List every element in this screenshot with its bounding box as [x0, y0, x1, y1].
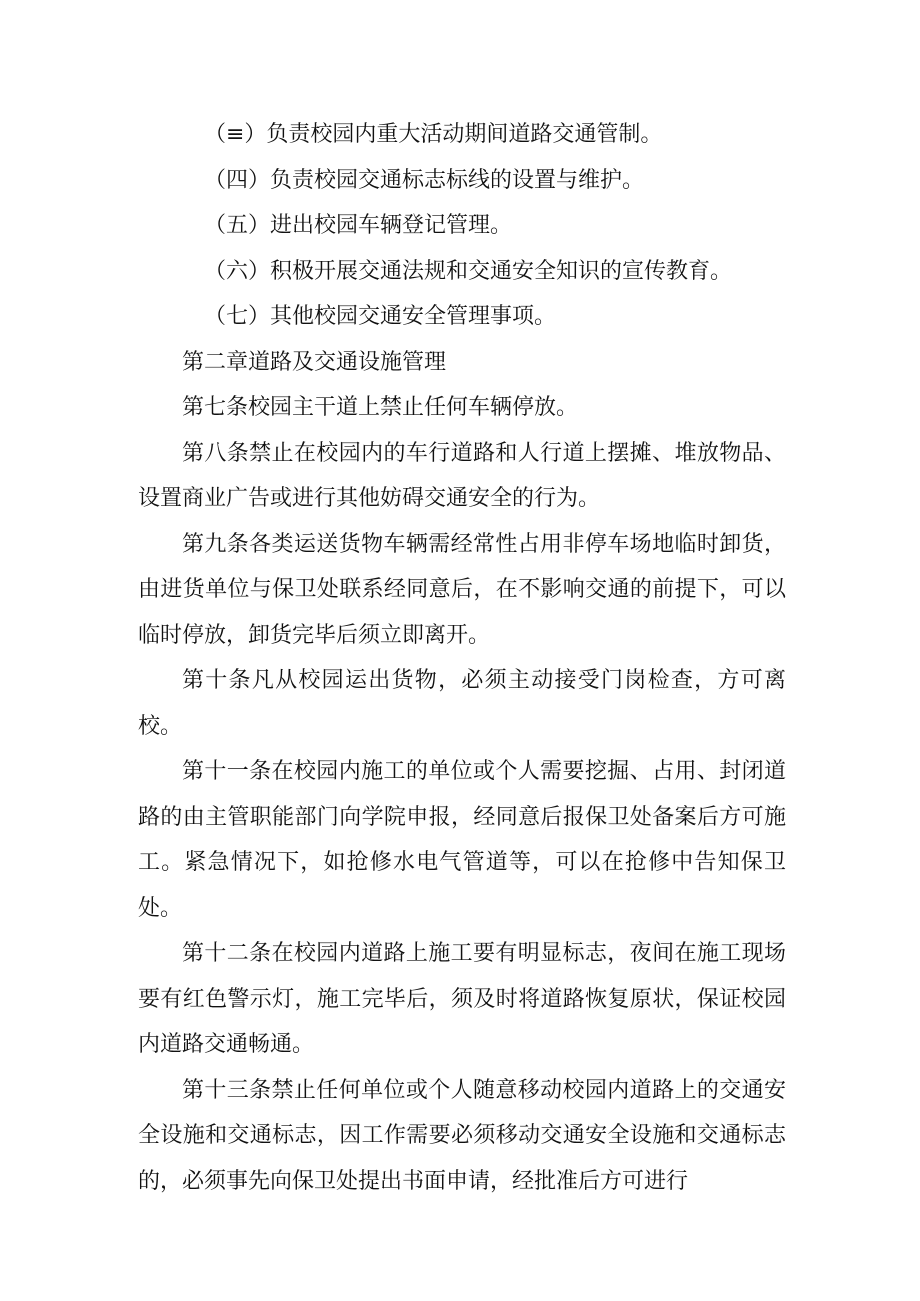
article-8: 第八条禁止在校园内的车行道路和人行道上摆摊、堆放物品、设置商业广告或进行其他妨碍交通安全的行为。	[138, 440, 786, 511]
clause-item-3: （≡）负责校园内重大活动期间道路交通管制。	[204, 122, 663, 147]
article-7: 第七条校园主干道上禁止任何车辆停放。	[182, 395, 579, 420]
article-9: 第九条各类运送货物车辆需经常性占用非停车场地临时卸货，由进货单位与保卫处联系经同意后，在不影响交通的前提下，可以临时停放，卸货完毕后须立即离开。	[138, 531, 786, 648]
clause-item-6: （六）积极开展交通法规和交通安全知识的宣传教育。	[204, 258, 733, 284]
article-11: 第十一条在校园内施工的单位或个人需要挖掘、占用、封闭道路的由主管职能部门向学院申报，经同意后报保卫处备案后方可施工。紧急情况下，如抢修水电气管道等，可以在抢修中告知保卫处。	[138, 759, 786, 921]
article-13: 第十三条禁止任何单位或个人随意移动校园内道路上的交通安全设施和交通标志，因工作需要必须移动交通安全设施和交通标志的，必须事先向保卫处提出书面申请，经批准后方可进行	[138, 1077, 786, 1194]
document-body	[138, 112, 786, 1204]
clause-item-4: （四）负责校园交通标志标线的设置与维护。	[204, 167, 645, 193]
clause-item-7: （七）其他校园交通安全管理事项。	[204, 304, 557, 329]
chapter-heading: 第二章道路及交通设施管理	[182, 349, 447, 375]
article-12: 第十二条在校园内道路上施工要有明显标志，夜间在施工现场要有红色警示灯，施工完毕后，须及时将道路恢复原状，保证校园内道路交通畅通。	[138, 941, 786, 1057]
article-10: 第十条凡从校园运出货物，必须主动接受门岗检查，方可离校。	[138, 668, 786, 739]
clause-item-5: （五）进出校园车辆登记管理。	[204, 213, 513, 238]
